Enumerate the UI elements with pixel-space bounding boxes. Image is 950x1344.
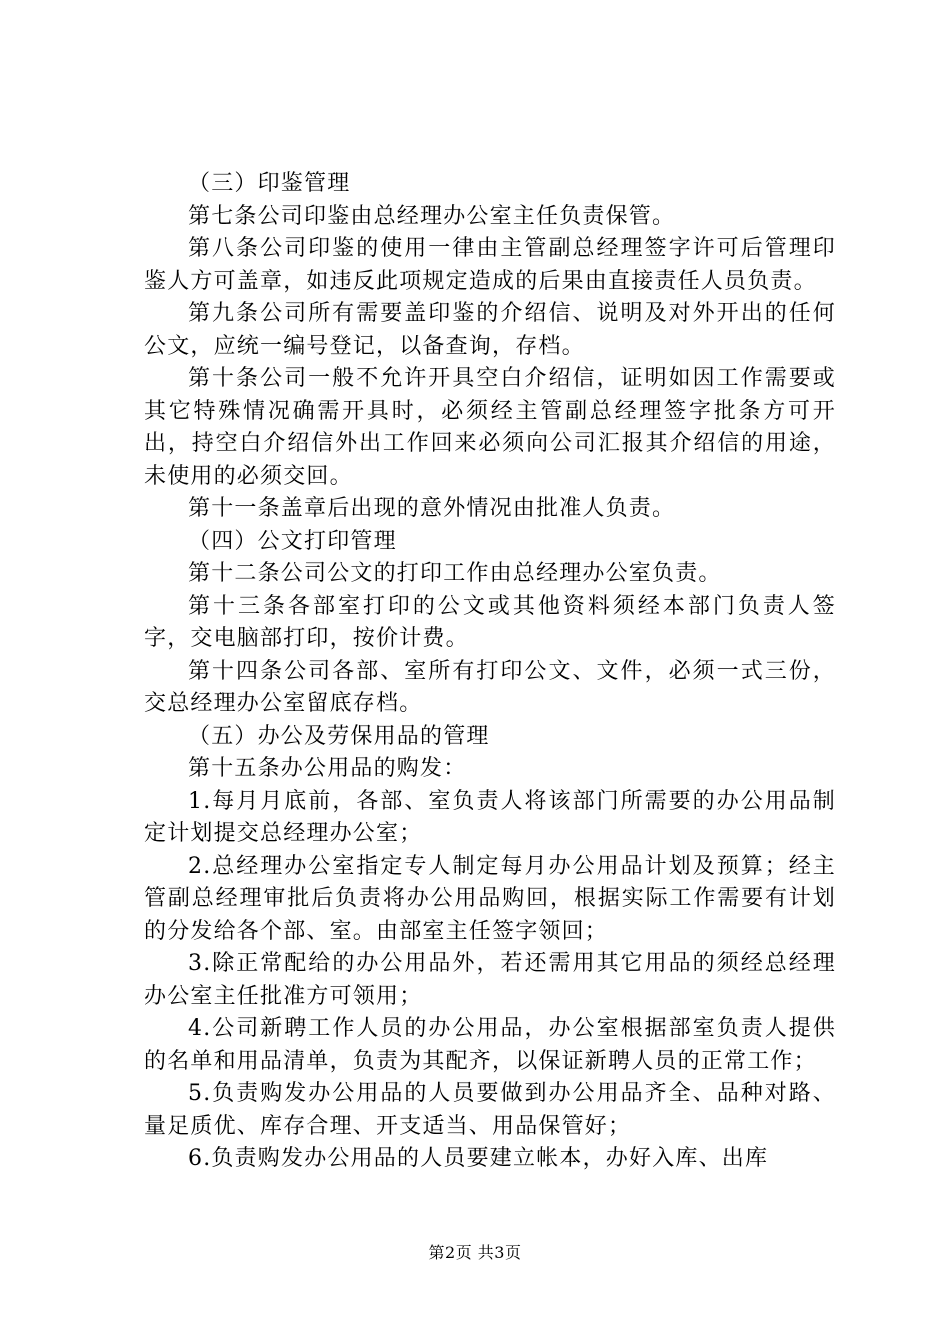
section-heading-printing: （四）公文打印管理	[188, 528, 397, 554]
list-item-5: 5.负责购发办公用品的人员要做到办公用品齐全、品种对路、量足质优、库存合理、开支适当、用品保管好；	[144, 1081, 836, 1139]
article-12: 第十二条公司公文的打印工作由总经理办公室负责。	[188, 561, 722, 586]
article-14: 第十四条公司各部、室所有打印公文、文件，必须一式三份，交总经理办公室留底存档。	[144, 658, 836, 716]
list-item-3: 3.除正常配给的办公用品外，若还需用其它用品的须经总经理办公室主任批准方可领用；	[144, 951, 836, 1009]
article-15: 第十五条办公用品的购发：	[188, 756, 467, 781]
article-10: 第十条公司一般不允许开具空白介绍信，证明如因工作需要或其它特殊情况确需开具时，必须经主管副总经理签字批条方可开出，持空白介绍信外出工作回来必须向公司汇报其介绍信的用途，未使用的必须交回。	[144, 366, 836, 489]
article-7: 第七条公司印鉴由总经理办公室主任负责保管。	[188, 203, 676, 229]
article-9: 第九条公司所有需要盖印鉴的介绍信、说明及对外开出的任何公文，应统一编号登记，以备查询，存档。	[144, 301, 836, 359]
list-item-1: 1.每月月底前，各部、室负责人将该部门所需要的办公用品制定计划提交总经理办公室；	[144, 788, 836, 846]
article-11: 第十一条盖章后出现的意外情况由批准人负责。	[188, 496, 676, 521]
list-item-6: 6.负责购发办公用品的人员要建立帐本，办好入库、出库	[188, 1146, 769, 1171]
section-heading-seal: （三）印鉴管理	[188, 171, 351, 196]
article-8: 第八条公司印鉴的使用一律由主管副总经理签字许可后管理印鉴人方可盖章，如违反此项规定造成的后果由直接责任人员负责。	[144, 236, 836, 294]
article-13: 第十三条各部室打印的公文或其他资料须经本部门负责人签字，交电脑部打印，按价计费。	[144, 593, 836, 651]
section-heading-supplies: （五）办公及劳保用品的管理	[188, 723, 490, 749]
list-item-2: 2.总经理办公室指定专人制定每月办公用品计划及预算；经主管副总经理审批后负责将办公用品购回，根据实际工作需要有计划的分发给各个部、室。由部室主任签字领回；	[144, 853, 836, 944]
page-footer: 第2页 共3页	[428, 1243, 522, 1262]
document-body	[144, 168, 836, 1176]
list-item-4: 4.公司新聘工作人员的办公用品，办公室根据部室负责人提供的名单和用品清单，负责为其配齐，以保证新聘人员的正常工作；	[144, 1016, 836, 1074]
